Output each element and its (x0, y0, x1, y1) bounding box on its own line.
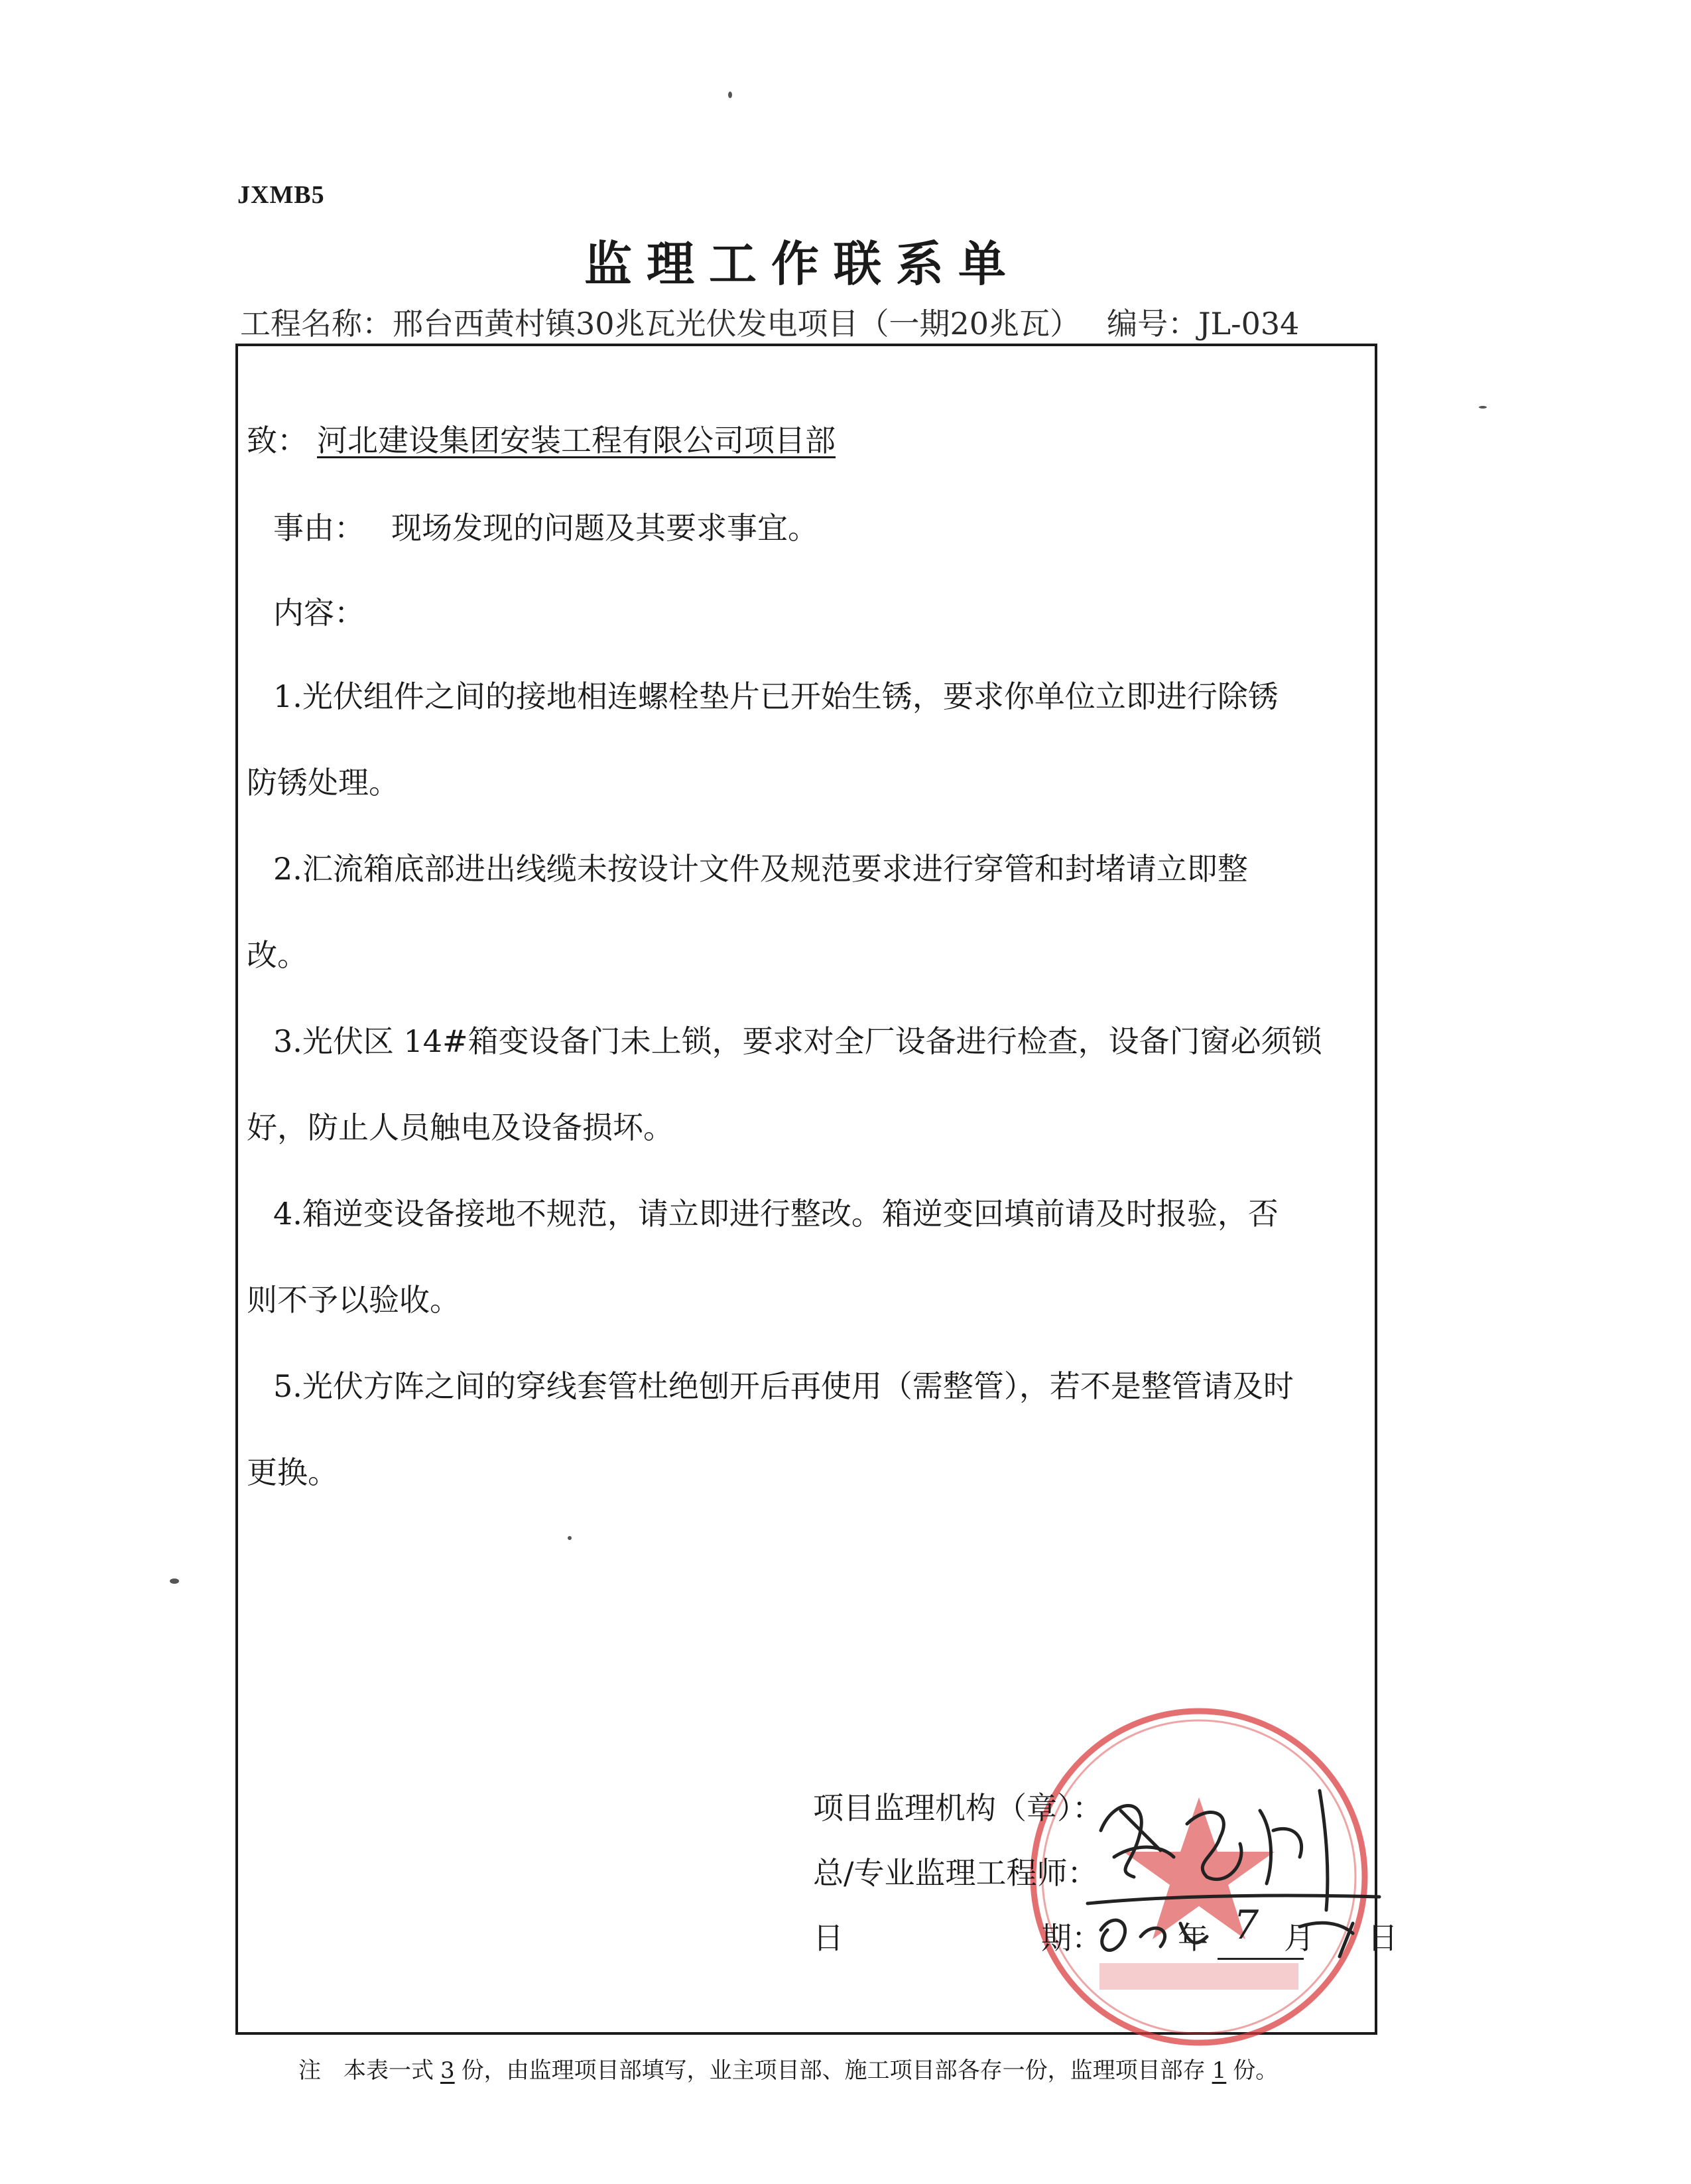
supervision-org-label: 项目监理机构（章）： (813, 1790, 1103, 1826)
project-name-label: 工程名称： (240, 306, 393, 342)
item-3-line-2: 好，防止人员触电及设备损坏。 (247, 1110, 674, 1145)
content-label: 内容： (273, 595, 365, 631)
footer-prefix: 注 本表一式 (298, 2057, 434, 2084)
scan-speck (1479, 406, 1487, 409)
item-5-line-1: 5.光伏方阵之间的穿线套管杜绝刨开后再使用（需整管），若不是整管请及时 (273, 1368, 1294, 1404)
engineer-label: 总/专业监理工程师： (813, 1855, 1098, 1891)
item-1-line-2: 防锈处理。 (247, 765, 399, 801)
date-day-mark: 日 (1367, 1920, 1398, 1956)
item-2-line-2: 改。 (247, 937, 308, 973)
item-1-line-1: 1.光伏组件之间的接地相连螺栓垫片已开始生锈，要求你单位立即进行除锈 (273, 678, 1279, 714)
footer-copies-kept: 1 (1212, 2057, 1227, 2084)
document-title: 监理工作联系单 (584, 236, 1021, 292)
item-5-line-2: 更换。 (247, 1454, 338, 1490)
project-name-value: 邢台西黄村镇30兆瓦光伏发电项目（一期20兆瓦） (393, 306, 1081, 342)
footer-middle: 份，由监理项目部填写，业主项目部、施工项目部各存一份，监理项目部存 (461, 2057, 1206, 2084)
form-code: JXMB5 (237, 181, 325, 209)
date-label-period: 期： (1041, 1920, 1102, 1956)
scan-speck (170, 1578, 179, 1584)
date-month-value: 7 (1233, 1902, 1259, 1949)
date-label-day-char: 日 (813, 1920, 844, 1956)
project-number-value: JL-034 (1198, 306, 1300, 342)
recipient-value: 河北建设集团安装工程有限公司项目部 (317, 422, 836, 458)
footer-note (298, 2052, 1278, 2085)
date-month-mark: 月 (1284, 1920, 1314, 1956)
item-3-line-1: 3.光伏区 14#箱变设备门未上锁，要求对全厂设备进行检查，设备门窗必须锁 (273, 1023, 1322, 1059)
item-2-line-1: 2.汇流箱底部进出线缆未按设计文件及规范要求进行穿管和封堵请立即整 (273, 851, 1248, 887)
project-info-line (240, 300, 1299, 344)
item-4-line-2: 则不予以验收。 (247, 1282, 460, 1318)
recipient-label: 致： (247, 422, 308, 458)
recipient-line (247, 417, 845, 460)
scan-speck (568, 1536, 572, 1540)
reason-value: 现场发现的问题及其要求事宜。 (391, 510, 818, 546)
footer-copies-total: 3 (440, 2057, 455, 2084)
item-4-line-1: 4.箱逆变设备接地不规范，请立即进行整改。箱逆变回填前请及时报验，否 (273, 1196, 1279, 1232)
reason-line (273, 504, 818, 548)
reason-label: 事由： (273, 510, 365, 546)
scan-speck (728, 92, 732, 98)
footer-suffix: 份。 (1233, 2057, 1279, 2084)
handwritten-signature (1074, 1771, 1406, 1983)
date-year-mark: 年 (1178, 1920, 1208, 1956)
project-number-label: 编号： (1107, 306, 1199, 342)
